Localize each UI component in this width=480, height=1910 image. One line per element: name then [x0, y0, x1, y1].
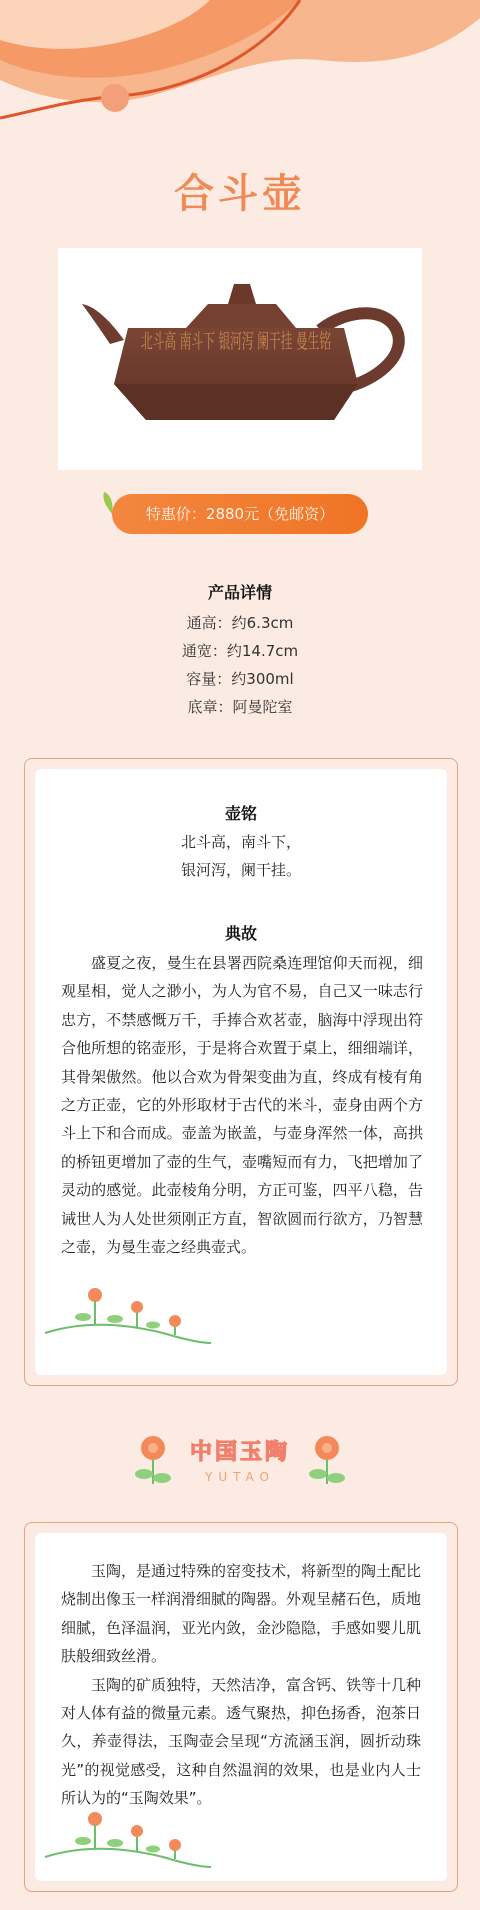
- teapot-inscription: 北斗高 南斗下 银河泻 阑干挂 曼生铭: [141, 329, 331, 353]
- price-label: 特惠价：2880元（免邮资）: [112, 494, 368, 534]
- inscription-title: 壶铭: [224, 804, 257, 823]
- brand-en: YUTAO: [205, 1470, 275, 1484]
- brand-cn: 中国玉陶: [189, 1440, 290, 1465]
- brand-divider: [0, 1435, 480, 1484]
- product-photo: [58, 248, 422, 470]
- yutao-paragraph-1: 玉陶，是通过特殊的窑变技术，将新型的陶土配比烧制出像玉一样润滑细腻的陶器。外观呈赭石色，质地细腻，色泽温润，亚光内敛，金沙隐隐，手感如婴儿肌肤般细致丝滑。: [61, 1562, 422, 1666]
- inscription-line-1: 北斗高，南斗下，: [180, 833, 301, 851]
- flower-sprig-icon: [43, 1281, 213, 1353]
- yutao-text: [61, 1557, 421, 1813]
- inscription-line-2: 银河泻，阑干挂。: [180, 861, 301, 879]
- story-title: 典故: [224, 924, 257, 943]
- spec-width: 通宽：约14.7cm: [181, 642, 299, 660]
- story-text: 盛夏之夜，曼生在县署西院桑连理馆仰天而视，细观星相，觉人之渺小，为人为官不易，自己又一味志行忠方，不禁感慨万千，手捧合欢茗壶，脑海中浮现出符合他所想的铭壶形，于是将合欢置于桌上，细细端详，其骨架傲然。他以合欢为骨架变曲为直，终成有棱有角之方正壶，它的外形取材于古代的米斗，壶身由两个方斗上下和合而成。壶盖为嵌盖，与壶身浑然一体，高拱的桥钮更增加了壶的生气，壶嘴短而有力，飞把增加了灵动的感觉。此壶棱角分明，方正可鉴，四平八稳，告诫世人为人处世须刚正方直，智欲圆而行欲方，乃智慧之壶，为曼生壶之经典壶式。: [61, 954, 423, 1257]
- spec-height: 通高：约6.3cm: [186, 614, 294, 632]
- yutao-card-inner: [35, 1533, 447, 1881]
- spec-seal: 底章：阿曼陀室: [187, 698, 293, 716]
- teapot-image: [58, 248, 422, 470]
- story-card: [24, 758, 458, 1386]
- yutao-paragraph-2: 玉陶的矿质独特，天然洁净，富含钙、铁等十几种对人体有益的微量元素。透气聚热，抑色扬香，泡茶日久，养壶得法，玉陶壶会呈现“方流涵玉润，圆折动珠光”的视觉感受，这种自然温润的效果，也是业内人士所认为的“玉陶效果”。: [61, 1675, 422, 1808]
- yutao-card: [24, 1522, 458, 1892]
- product-details-title: 产品详情: [207, 583, 272, 602]
- flower-sprig-bottom-icon: [43, 1805, 213, 1877]
- price-tag: [98, 486, 370, 536]
- header-wave-decoration: [0, 0, 480, 135]
- page-title: 合斗壶: [174, 171, 306, 217]
- story-card-inner: [35, 769, 447, 1375]
- spec-capacity: 容量：约300ml: [186, 670, 294, 688]
